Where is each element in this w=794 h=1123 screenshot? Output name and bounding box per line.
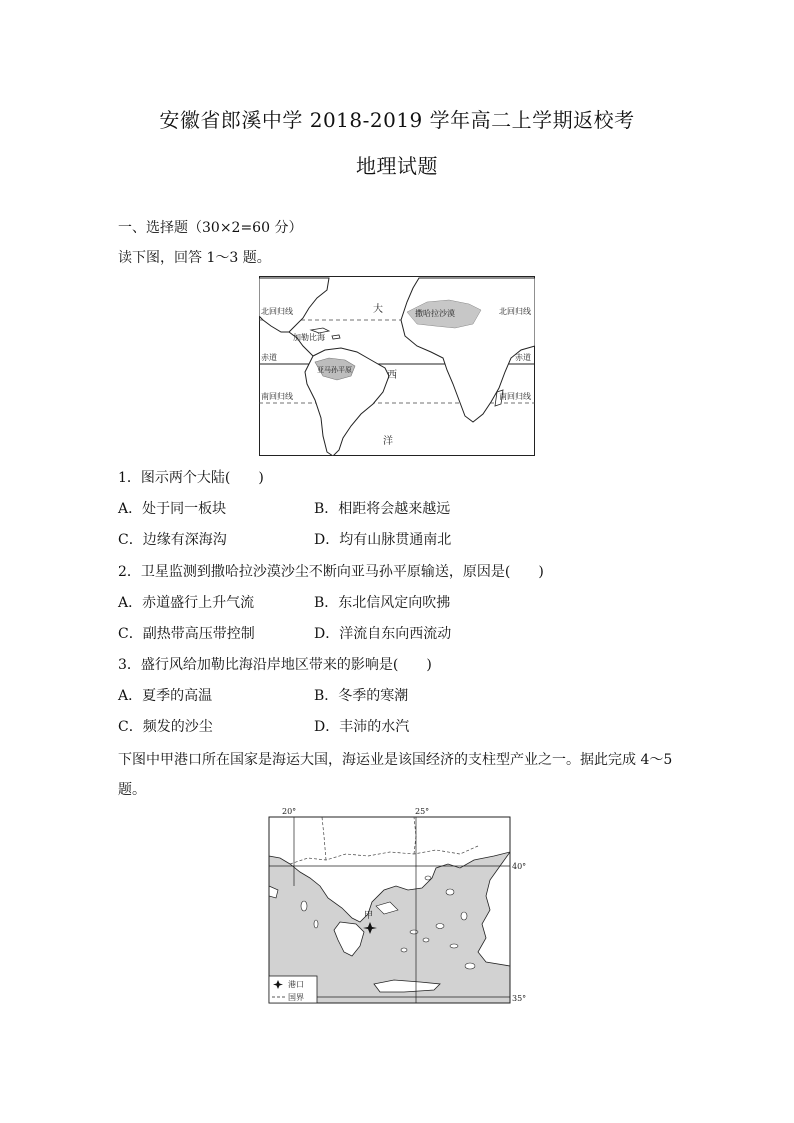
label-tropic-n-left: 北回归线 — [261, 307, 293, 316]
question-2-option-b: B．东北信风定向吹拂 — [314, 595, 451, 611]
map-legend — [269, 976, 317, 1003]
question-2-option-d: D．洋流自东向西流动 — [314, 626, 452, 642]
label-ocean-yang: 洋 — [383, 436, 393, 447]
question-1-option-d: D．均有山脉贯通南北 — [314, 532, 452, 548]
label-sahara: 撒哈拉沙漠 — [415, 309, 455, 318]
question-3-option-a: A．夏季的高温 — [118, 688, 213, 704]
question-3-option-c: C．频发的沙尘 — [118, 719, 213, 735]
question-2-option-c: C．副热带高压带控制 — [118, 626, 255, 642]
greece-map — [264, 806, 534, 1004]
label-lon-20: 20° — [282, 807, 297, 816]
section-heading: 一、选择题（30×2=60 分） — [118, 220, 303, 236]
question-3-stem: 3．盛行风给加勒比海沿岸地区带来的影响是( ) — [118, 657, 432, 673]
label-amazon: 亚马孙平原 — [317, 366, 352, 374]
label-lon-25: 25° — [415, 807, 430, 816]
label-lat-35: 35° — [512, 994, 527, 1003]
label-equator-left: 赤道 — [261, 353, 277, 362]
label-ocean-xi: 西 — [387, 370, 397, 381]
page-subtitle: 地理试题 — [356, 154, 438, 178]
map2-intro-line2: 题。 — [118, 782, 146, 798]
label-caribbean: 加勒比海 — [293, 333, 325, 342]
label-tropic-s-right: 南回归线 — [499, 392, 531, 401]
question-3-option-d: D．丰沛的水汽 — [314, 719, 410, 735]
port-jia-label: 甲 — [364, 911, 374, 921]
atlantic-map — [259, 276, 535, 456]
question-2-stem: 2．卫星监测到撒哈拉沙漠沙尘不断向亚马孙平原输送，原因是( ) — [118, 564, 544, 580]
question-1-option-c: C．边缘有深海沟 — [118, 532, 227, 548]
label-equator-right: 赤道 — [515, 353, 531, 362]
label-lat-40: 40° — [512, 862, 527, 871]
legend-port-label: 港口 — [288, 980, 304, 989]
label-ocean-da: 大 — [373, 304, 383, 315]
legend-border-label: 国界 — [288, 993, 304, 1002]
map1-intro: 读下图，回答 1～3 题。 — [118, 250, 271, 266]
question-2-option-a: A．赤道盛行上升气流 — [118, 595, 255, 611]
question-3-option-b: B．冬季的寒潮 — [314, 688, 409, 704]
label-tropic-n-right: 北回归线 — [499, 307, 531, 316]
question-1-stem: 1．图示两个大陆( ) — [118, 470, 264, 486]
page-title: 安徽省郎溪中学 2018-2019 学年高二上学期返校考 — [159, 108, 635, 132]
label-tropic-s-left: 南回归线 — [261, 392, 293, 401]
map2-intro-line1: 下图中甲港口所在国家是海运大国，海运业是该国经济的支柱型产业之一。据此完成 4～5 — [118, 752, 673, 768]
question-1-option-a: A．处于同一板块 — [118, 501, 227, 517]
question-1-option-b: B．相距将会越来越远 — [314, 501, 451, 517]
